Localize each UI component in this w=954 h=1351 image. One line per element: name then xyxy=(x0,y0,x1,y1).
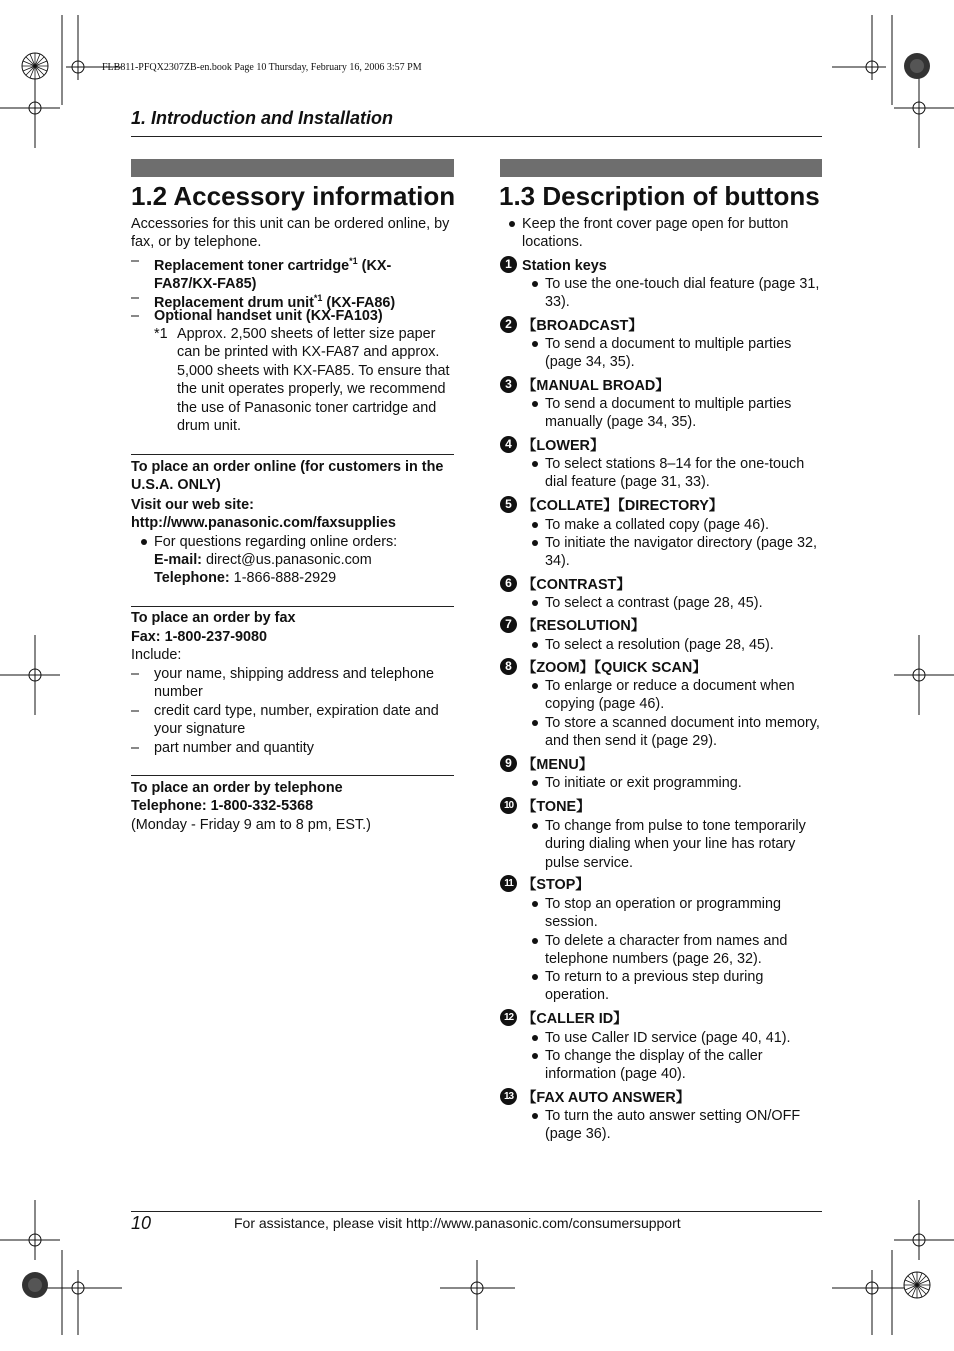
bullet xyxy=(532,780,538,786)
header-rule xyxy=(131,136,822,137)
button-label-stop: 【STOP】 xyxy=(522,877,590,893)
bullet xyxy=(532,522,538,528)
rule-fax xyxy=(131,606,454,607)
bullet xyxy=(532,720,538,726)
button-desc: To make a collated copy (page 46). xyxy=(545,517,769,533)
button-desc: To enlarge or reduce a document when copying (page 46). xyxy=(545,678,795,713)
button-label-collate-directory: 【COLLATE】【DIRECTORY】 xyxy=(522,498,724,514)
fax-item xyxy=(131,739,454,757)
button-desc: To use Caller ID service (page 40, 41). xyxy=(545,1030,791,1046)
rule-phone xyxy=(131,775,454,776)
online-telephone xyxy=(154,569,336,587)
buttons-intro: Keep the front cover page open for button locations. xyxy=(522,216,789,251)
bullet xyxy=(532,281,538,287)
online-visit: Visit our web site: xyxy=(131,497,254,513)
button-label-caller-id: 【CALLER ID】 xyxy=(522,1011,628,1027)
fax-heading: To place an order by fax xyxy=(131,610,296,626)
bullet xyxy=(532,540,538,546)
button-desc: To select a contrast (page 28, 45). xyxy=(545,595,763,611)
bullet xyxy=(532,401,538,407)
button-desc: To select a resolution (page 28, 45). xyxy=(545,637,774,653)
footer-rule xyxy=(131,1211,822,1212)
item-text: Optional handset unit (KX-FA103) xyxy=(154,308,383,324)
button-label-menu: 【MENU】 xyxy=(522,757,594,773)
phone-number: Telephone: 1-800-332-5368 xyxy=(131,798,314,814)
accessory-item-handset xyxy=(131,307,454,325)
dash: – xyxy=(131,666,140,682)
fax-include: Include: xyxy=(131,647,182,663)
button-desc: To delete a character from names and telephone numbers (page 26, 32). xyxy=(545,933,788,968)
section-bar-left xyxy=(131,159,454,177)
fax-number: Fax: 1-800-237-9080 xyxy=(131,629,268,645)
number-badge-12: 12 xyxy=(500,1009,517,1026)
footnote xyxy=(154,325,454,435)
bullet xyxy=(141,539,147,545)
button-desc: To send a document to multiple parties manually (page 34, 35). xyxy=(545,396,792,431)
button-desc: To send a document to multiple parties (page 34, 35). xyxy=(545,336,792,371)
button-label-station-keys: Station keys xyxy=(522,258,607,274)
phone-heading: To place an order by telephone xyxy=(131,780,343,796)
bullet xyxy=(532,461,538,467)
dash: – xyxy=(131,253,140,269)
fax-item-text: part number and quantity xyxy=(154,740,314,756)
button-label-broadcast: 【BROADCAST】 xyxy=(522,318,643,334)
dash: – xyxy=(131,703,140,719)
button-desc: To use the one-touch dial feature (page 31, 33). xyxy=(545,276,820,311)
telephone-value: 1-866-888-2929 xyxy=(229,570,337,586)
bullet xyxy=(532,823,538,829)
online-url[interactable]: http://www.panasonic.com/faxsupplies xyxy=(131,515,396,531)
number-badge-9: 9 xyxy=(500,755,517,772)
number-badge-3: 3 xyxy=(500,376,517,393)
fax-item-text: credit card type, number, expiration date and your signature xyxy=(154,703,439,738)
button-desc: To change the display of the caller information (page 40). xyxy=(545,1048,763,1083)
accessory-intro: Accessories for this unit can be ordered online, by fax, or by telephone. xyxy=(131,216,450,251)
footer-support-text: For assistance, please visit http://www.panasonic.com/consumersupport xyxy=(234,1215,681,1231)
number-badge-7: 7 xyxy=(500,616,517,633)
item-text: Replacement drum unit xyxy=(154,294,314,311)
bullet xyxy=(532,938,538,944)
button-desc: To initiate or exit programming. xyxy=(545,775,742,791)
number-badge-11: 11 xyxy=(500,875,517,892)
fax-item xyxy=(131,702,454,739)
number-badge-8: 8 xyxy=(500,658,517,675)
number-badge-5: 5 xyxy=(500,496,517,513)
accessory-item-toner xyxy=(131,252,454,294)
section-title-accessory: 1.2 Accessory information xyxy=(131,181,456,211)
number-badge-2: 2 xyxy=(500,316,517,333)
fax-item xyxy=(131,665,454,702)
button-desc: To initiate the navigator directory (page 32, 34). xyxy=(545,535,817,570)
button-desc: To stop an operation or programming session. xyxy=(545,896,781,931)
email-label: E-mail: xyxy=(154,552,202,568)
bullet xyxy=(532,901,538,907)
button-label-tone: 【TONE】 xyxy=(522,799,591,815)
bullet xyxy=(532,683,538,689)
print-header: FLB811-PFQX2307ZB-en.book Page 10 Thursday, February 16, 2006 3:57 PM xyxy=(102,62,422,73)
button-desc: To select stations 8–14 for the one-touch dial feature (page 31, 33). xyxy=(545,456,805,491)
number-badge-4: 4 xyxy=(500,436,517,453)
item-model: (KX-FA86) xyxy=(322,294,396,311)
button-label-contrast: 【CONTRAST】 xyxy=(522,577,631,593)
number-badge-10: 10 xyxy=(500,797,517,814)
number-badge-13: 13 xyxy=(500,1088,517,1105)
item-model: (KX-FA87/KX-FA85) xyxy=(154,257,392,293)
online-heading: To place an order online (for customers in the U.S.A. ONLY) xyxy=(131,459,444,494)
button-label-resolution: 【RESOLUTION】 xyxy=(522,618,646,634)
bullet xyxy=(532,1035,538,1041)
bullet xyxy=(532,1053,538,1059)
button-label-zoom-quick-scan: 【ZOOM】【QUICK SCAN】 xyxy=(522,660,707,676)
email-value[interactable]: direct@us.panasonic.com xyxy=(201,552,372,568)
footnote-text: Approx. 2,500 sheets of letter size paper can be printed with KX-FA87 and approx. 5,000 sheets with KX-FA85. To ensure that the unit operates properly, we recommend the use of Panasonic toner cartridge and drum unit. xyxy=(177,326,450,435)
bullet xyxy=(532,1113,538,1119)
dash: – xyxy=(131,740,140,756)
footnote-mark: *1 xyxy=(154,326,168,342)
button-label-lower: 【LOWER】 xyxy=(522,438,605,454)
button-desc: To change from pulse to tone temporarily during dialing when your line has rotary pulse service. xyxy=(545,818,806,871)
bullet xyxy=(532,974,538,980)
phone-hours: (Monday - Friday 9 am to 8 pm, EST.) xyxy=(131,817,371,833)
footnote-ref: *1 xyxy=(349,256,358,266)
button-label-fax-auto-answer: 【FAX AUTO ANSWER】 xyxy=(522,1090,691,1106)
chapter-title: 1. Introduction and Installation xyxy=(131,108,394,128)
online-email xyxy=(154,551,372,569)
rule-online xyxy=(131,454,454,455)
item-text: Replacement toner cartridge xyxy=(154,257,350,274)
telephone-label: Telephone: xyxy=(154,570,230,586)
bullet xyxy=(532,600,538,606)
online-question: For questions regarding online orders: xyxy=(154,534,398,550)
fax-item-text: your name, shipping address and telephone number xyxy=(154,666,435,701)
dash: – xyxy=(131,308,140,324)
section-title-buttons: 1.3 Description of buttons xyxy=(499,181,820,211)
footnote-ref: *1 xyxy=(313,293,323,303)
bullet xyxy=(509,221,515,227)
button-desc: To turn the auto answer setting ON/OFF (page 36). xyxy=(545,1108,801,1143)
number-badge-1: 1 xyxy=(500,256,517,273)
page-number: 10 xyxy=(131,1213,152,1233)
bullet xyxy=(532,642,538,648)
button-desc: To store a scanned document into memory, and then send it (page 29). xyxy=(545,715,820,750)
button-label-manual-broad: 【MANUAL BROAD】 xyxy=(522,378,670,394)
number-badge-6: 6 xyxy=(500,575,517,592)
section-bar-right xyxy=(500,159,822,177)
dash: – xyxy=(131,290,140,306)
button-desc: To return to a previous step during operation. xyxy=(545,969,764,1004)
bullet xyxy=(532,341,538,347)
